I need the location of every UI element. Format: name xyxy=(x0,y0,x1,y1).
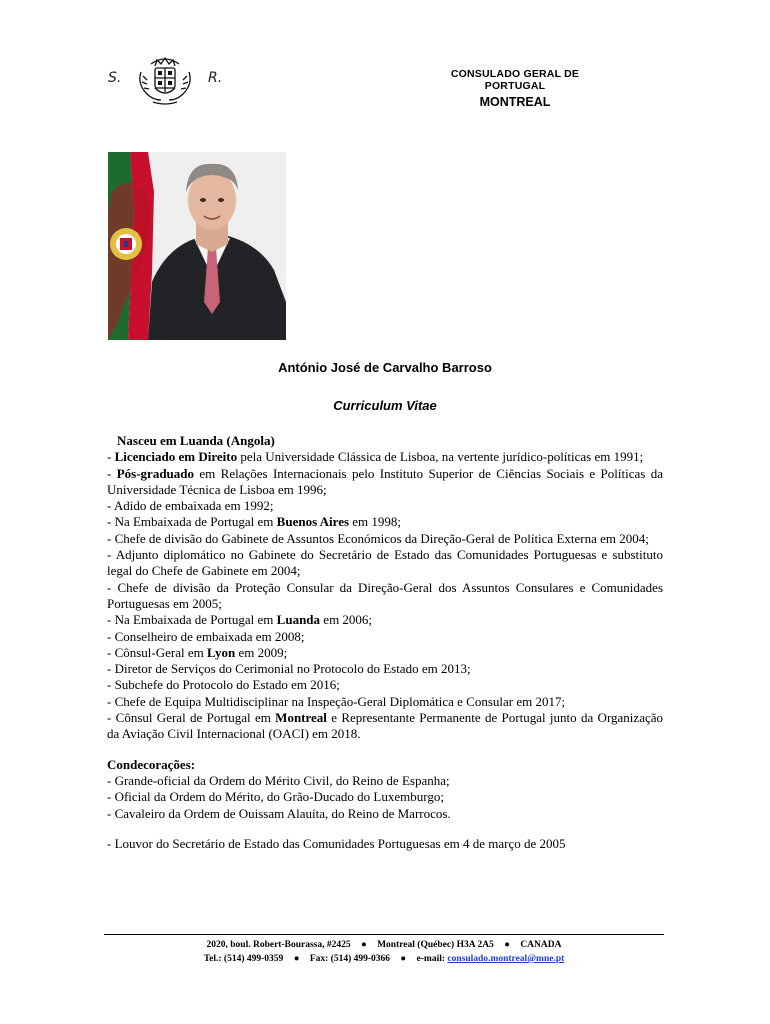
cv-item-highlight: Buenos Aires xyxy=(276,514,350,530)
cv-item-text: em Relações Internacionais pelo Instituto Superior de Ciências Sociais e Políticas da Universidade Técnica de Lisboa em 1996; xyxy=(107,465,663,497)
cv-item xyxy=(107,612,663,628)
bullet-icon: ● xyxy=(400,954,407,964)
cv-item-text: e Representante Permanente de Portugal junto da Organização da Aviação Civil Internacional (OACI) em 2018. xyxy=(107,710,664,742)
cv-item xyxy=(107,498,663,514)
person-name: António José de Carvalho Barroso xyxy=(278,360,492,375)
cv-item xyxy=(107,677,663,693)
cv-item-text: em 2006; xyxy=(320,612,373,628)
seal-right-letter: R. xyxy=(208,70,223,86)
cv-item-text: - Cônsul-Geral em xyxy=(107,644,208,660)
cv-body xyxy=(107,433,663,852)
cv-item-text: - Adido de embaixada em 1992; xyxy=(107,498,274,514)
cv-item-text: em 1998; xyxy=(349,514,402,530)
cv-item-highlight: Lyon xyxy=(207,644,236,660)
decoration-item: - Cavaleiro da Ordem de Ouissam Alauíta, do Reino de Marrocos. xyxy=(107,805,451,821)
cv-item xyxy=(107,661,663,677)
footer-email-label: e-mail: xyxy=(416,954,446,964)
cv-item-text: pela Universidade Clássica de Lisboa, na vertente jurídico-políticas em 1991; xyxy=(237,449,644,465)
footer-address: 2020, boul. Robert-Bourassa, #2425 xyxy=(206,940,351,950)
cv-item xyxy=(107,629,663,645)
cv-item-highlight: Pós-graduado xyxy=(116,465,195,481)
birth-line: Nasceu em Luanda (Angola) xyxy=(117,433,275,448)
decoration-item: - Oficial da Ordem do Mérito, do Grão-Ducado do Luxemburgo; xyxy=(107,789,444,805)
cv-item-highlight: Montreal xyxy=(275,710,327,726)
cv-item-text: - xyxy=(107,465,117,481)
cv-item xyxy=(107,531,663,547)
decorations-title xyxy=(107,757,663,773)
bullet-icon: ● xyxy=(360,940,367,950)
cv-item xyxy=(107,645,663,661)
cv-item-text: - Na Embaixada de Portugal em xyxy=(107,514,277,530)
cv-item xyxy=(107,710,663,743)
cv-item-text: - Chefe de divisão da Proteção Consular da Direção-Geral dos Assuntos Consulares e Comunidades Portuguesas em 2005; xyxy=(107,579,663,611)
footer-country: CANADA xyxy=(520,940,562,950)
cv-item xyxy=(107,694,663,710)
cv-item-text: em 2009; xyxy=(235,644,288,660)
portrait-photo xyxy=(108,152,286,340)
decoration-item: - Grande-oficial da Ordem do Mérito Civil, do Reino de Espanha; xyxy=(107,772,450,788)
cv-item-text: - Adjunto diplomático no Gabinete do Secretário de Estado das Comunidades Portuguesas e substituto legal do Chefe de Gabinete em 2004; xyxy=(107,547,663,579)
commendation: - Louvor do Secretário de Estado das Comunidades Portuguesas em 4 de março de 2005 xyxy=(107,835,566,851)
cv-item-text: - Cônsul Geral de Portugal em xyxy=(107,710,276,726)
cv-item-text: - Diretor de Serviços do Cerimonial no Protocolo do Estado em 2013; xyxy=(107,661,471,677)
consulate-header xyxy=(420,68,610,109)
cv-item-text: - Na Embaixada de Portugal em xyxy=(107,612,277,628)
consulate-city: MONTREAL xyxy=(479,95,551,109)
cv-item xyxy=(107,514,663,530)
bullet-icon: ● xyxy=(293,954,300,964)
footer-line-2 xyxy=(104,952,664,966)
cv-item-highlight: Luanda xyxy=(276,612,321,628)
cv-item xyxy=(107,547,663,580)
consulate-name: CONSULADO GERAL DE PORTUGAL xyxy=(450,68,580,92)
coat-of-arms-icon xyxy=(133,54,197,106)
cv-item xyxy=(107,580,663,613)
footer-city: Montreal (Québec) H3A 2A5 xyxy=(377,940,494,950)
document-title: Curriculum Vitae xyxy=(333,398,437,413)
cv-item-text: - Conselheiro de embaixada em 2008; xyxy=(107,628,305,644)
cv-item xyxy=(107,466,663,499)
footer-divider xyxy=(104,934,664,935)
footer-line-1 xyxy=(104,938,664,952)
bullet-icon: ● xyxy=(504,940,510,950)
cv-list xyxy=(107,449,663,742)
seal-left-letter: S. xyxy=(108,70,122,86)
cv-item-highlight: Licenciado em Direito xyxy=(114,449,238,465)
decorations-title-text: Condecorações: xyxy=(107,756,196,772)
footer xyxy=(104,938,664,966)
cv-item-text: - Chefe de Equipa Multidisciplinar na Inspeção-Geral Diplomática e Consular em 2017; xyxy=(107,693,566,709)
cv-item-text: - Subchefe do Protocolo do Estado em 2016; xyxy=(107,677,340,693)
footer-email-link[interactable]: consulado.montreal@mne.pt xyxy=(447,954,565,964)
footer-tel: Tel.: (514) 499-0359 xyxy=(203,954,284,964)
footer-fax: Fax: (514) 499-0366 xyxy=(309,954,391,964)
cv-item xyxy=(107,449,663,465)
cv-item-text: - Chefe de divisão do Gabinete de Assuntos Económicos da Direção-Geral de Política Externa em 2004; xyxy=(107,530,649,546)
cv-item-text: - xyxy=(107,449,115,465)
